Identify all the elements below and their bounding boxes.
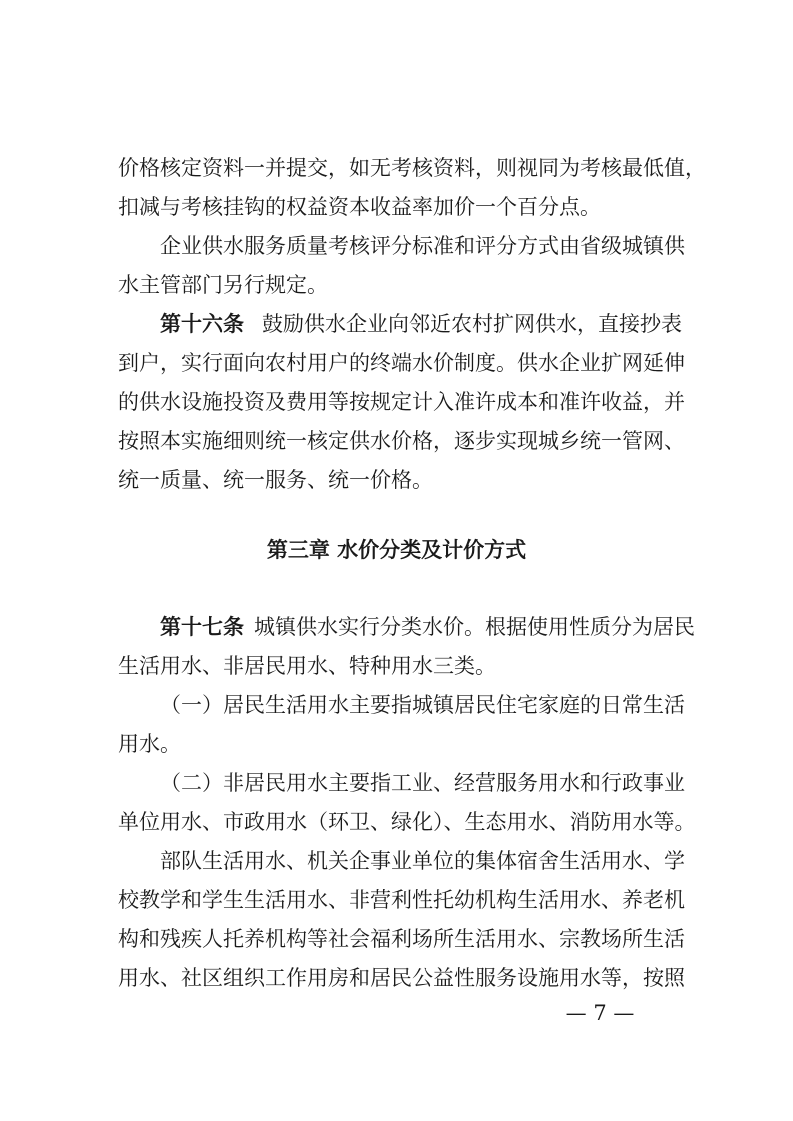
article16-label: 第十六条 xyxy=(160,312,244,336)
para-last-line-3: 构和残疾人托养机构等社会福利场所生活用水、宗教场所生活 xyxy=(118,927,685,951)
item2-line-2: 单位用水、市政用水（环卫、绿化）、生态用水、消防用水等。 xyxy=(118,810,696,834)
article17-line-2: 生活用水、非居民用水、特种用水三类。 xyxy=(118,654,496,678)
article16-line-3: 的供水设施投资及费用等按规定计入准许成本和准许收益，并 xyxy=(118,390,685,414)
article17-first-text: 城镇供水实行分类水价。根据使用性质分为居民 xyxy=(254,615,695,639)
item2-line-1: （二）非居民用水主要指工业、经营服务用水和行政事业 xyxy=(160,771,685,795)
para-last-line-2: 校教学和学生生活用水、非营利性托幼机构生活用水、养老机 xyxy=(118,888,685,912)
chapter-heading: 第三章 水价分类及计价方式 xyxy=(266,538,527,562)
para-last-line-4: 用水、社区组织工作用房和居民公益性服务设施用水等，按照 xyxy=(118,966,685,990)
article16-line-4: 按照本实施细则统一核定供水价格，逐步实现城乡统一管网、 xyxy=(118,429,685,453)
article17-first-line xyxy=(160,612,695,642)
item1-line-1: （一）居民生活用水主要指城镇居民住宅家庭的日常生活 xyxy=(160,693,685,717)
article16-first-line xyxy=(160,309,682,339)
article16-line-2: 到户，实行面向农村用户的终端水价制度。供水企业扩网延伸 xyxy=(118,351,685,375)
page-number: — 7 — xyxy=(565,1001,635,1025)
article17-label: 第十七条 xyxy=(160,615,244,639)
para1-line-2: 扣减与考核挂钩的权益资本收益率加价一个百分点。 xyxy=(118,195,601,219)
para2-line-2: 水主管部门另行规定。 xyxy=(118,273,328,297)
article16-first-text: 鼓励供水企业向邻近农村扩网供水，直接抄表 xyxy=(262,312,682,336)
para2-line-1: 企业供水服务质量考核评分标准和评分方式由省级城镇供 xyxy=(160,234,685,258)
item1-line-2: 用水。 xyxy=(118,732,181,756)
article16-line-5: 统一质量、统一服务、统一价格。 xyxy=(118,468,433,492)
para1-line-1: 价格核定资料一并提交，如无考核资料，则视同为考核最低值， xyxy=(118,156,706,180)
para-last-line-1: 部队生活用水、机关企事业单位的集体宿舍生活用水、学 xyxy=(160,849,685,873)
